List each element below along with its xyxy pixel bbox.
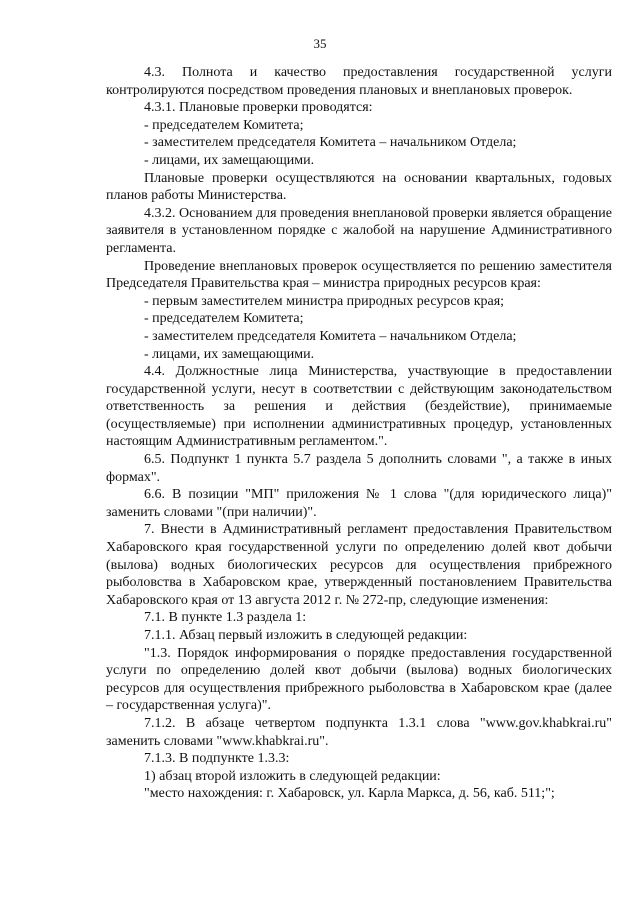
- paragraph-4-3-1: 4.3.1. Плановые проверки проводятся:: [144, 100, 373, 116]
- paragraph-4-4: 4.4. Должностные лица Министерства, участвующие в предоставлении государственной услуги, несут в соответствии с действующим законодательством ответственность за решения и действия (бездействие), принимаемые (осуществляемые) при исполнении административных процедур, установленных настоящим Административным регламентом.".: [106, 364, 612, 450]
- paragraph: Плановые проверки осуществляются на основании квартальных, годовых планов работы Министерства.: [106, 170, 612, 204]
- paragraph-4-3-2: 4.3.2. Основанием для проведения внеплановой проверки является обращение заявителя в установленном порядке с жалобой на нарушение Административного регламента.: [106, 205, 612, 256]
- paragraph-6-6: 6.6. В позиции "МП" приложения № 1 слова "(для юридического лица)" заменить словами "(при наличии)".: [106, 487, 612, 520]
- paragraph-subitem-1: 1) абзац второй изложить в следующей редакции:: [144, 768, 441, 784]
- list-item: - заместителем председателя Комитета – начальником Отдела;: [144, 328, 517, 344]
- list-item: - председателем Комитета;: [144, 311, 304, 327]
- document-body: [106, 64, 612, 803]
- list-item: - первым заместителем министра природных ресурсов края;: [144, 293, 505, 309]
- list-item: - председателем Комитета;: [144, 117, 304, 133]
- list-item: - заместителем председателя Комитета – начальником Отдела;: [144, 135, 517, 151]
- quoted-address: "место нахождения: г. Хабаровск, ул. Карла Маркса, д. 56, каб. 511;";: [144, 786, 555, 802]
- quoted-paragraph-1-3: "1.3. Порядок информирования о порядке предоставления государственной услуги по определению долей квот добычи (вылова) водных биологических ресурсов для осуществления прибрежного рыболовства в Хабаровском крае (далее – государственная услуга)".: [106, 645, 612, 714]
- page-number: 35: [313, 36, 327, 51]
- paragraph: Проведение внеплановых проверок осуществляется по решению заместителя Председателя Правительства края – министра природных ресурсов края:: [106, 258, 612, 292]
- paragraph-7-1-3: 7.1.3. В подпункте 1.3.3:: [144, 751, 290, 767]
- paragraph-7: 7. Внести в Административный регламент предоставления Правительством Хабаровского края государственной услуги по определению долей квот добычи (вылова) водных биологических ресурсов для осуществления прибрежного рыболовства в Хабаровском крае, утвержденный постановлением Правительства Хабаровского края от 13 августа 2012 г. № 272-пр, следующие изменения:: [106, 522, 612, 608]
- paragraph-4-3: 4.3. Полнота и качество предоставления государственной услуги контролируются посредством проведения плановых и внеплановых проверок.: [106, 65, 612, 98]
- paragraph-6-5: 6.5. Подпункт 1 пункта 5.7 раздела 5 дополнить словами ", а также в иных формах".: [106, 452, 612, 485]
- paragraph-7-1-1: 7.1.1. Абзац первый изложить в следующей редакции:: [144, 628, 468, 643]
- paragraph-7-1: 7.1. В пункте 1.3 раздела 1:: [144, 610, 307, 626]
- list-item: - лицами, их замещающими.: [144, 152, 315, 168]
- paragraph-7-1-2: 7.1.2. В абзаце четвертом подпункта 1.3.1 слова "www.gov.khabkrai.ru" заменить словами "www.khabkrai.ru".: [106, 715, 612, 749]
- list-item: - лицами, их замещающими.: [144, 346, 315, 362]
